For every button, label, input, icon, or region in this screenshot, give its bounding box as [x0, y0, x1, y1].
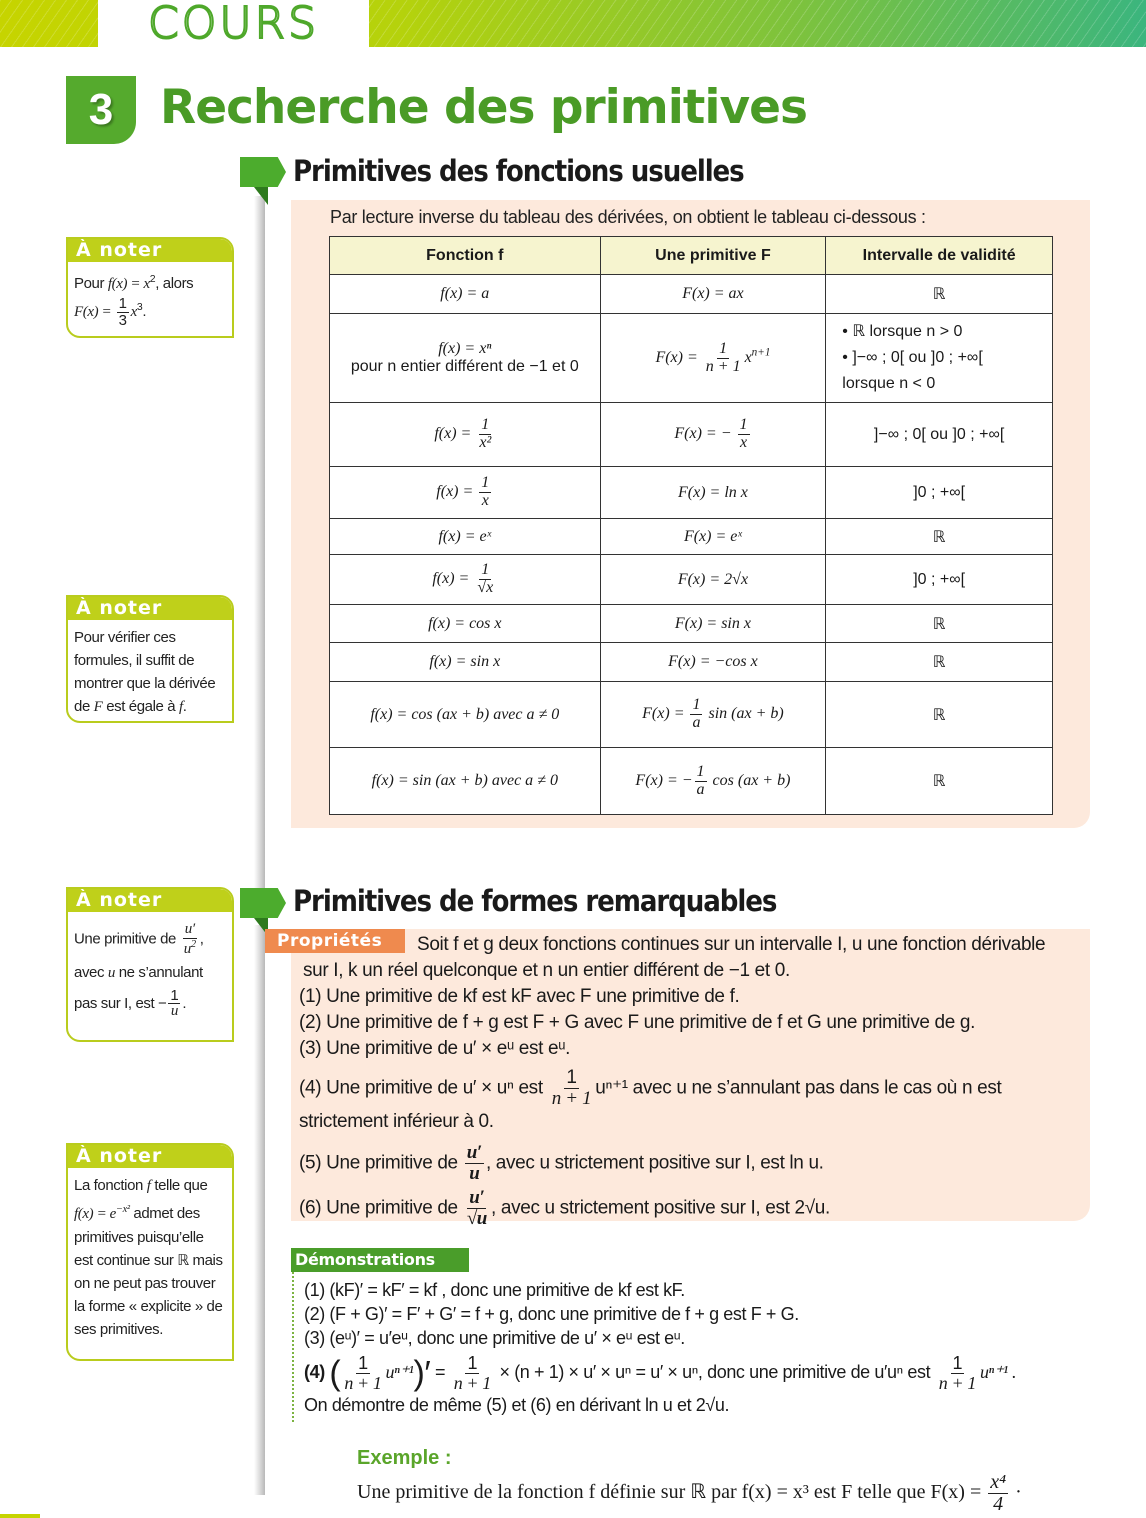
note-body — [68, 1168, 232, 1347]
frac-num: 1 — [952, 1353, 963, 1373]
frac-num: u′ — [184, 921, 195, 937]
example-end: · — [1010, 1481, 1022, 1504]
note-text: telle que — [150, 1177, 208, 1194]
property-text: , avec u strictement positive sur I, est 2√u. — [491, 1197, 830, 1219]
frac-den: √x — [477, 579, 494, 596]
table-row — [330, 403, 1053, 467]
cell-F: F(x) = eˣ — [600, 519, 826, 555]
note-text: . — [182, 698, 187, 715]
cell-I: ℝ — [826, 275, 1053, 314]
note-text: − — [158, 994, 167, 1012]
subsection-title: Primitives de formes remarquables — [293, 884, 777, 918]
note-math: f — [146, 1178, 151, 1194]
note-math: x — [130, 304, 137, 321]
note-math: f(x) = x — [107, 276, 150, 292]
frac-den: n + 1 — [938, 1372, 976, 1393]
note-text: . — [142, 303, 147, 321]
demo-item: (4) ( $\frac{1}{n + 1}$ uⁿ⁺¹)′ = $\frac{1}{n + 1}$ × (n + 1) × u′ × uⁿ = u′ × uⁿ, donc une primitive de u′uⁿ est $\frac{1}{n + 1}$ uⁿ⁺¹ . — [304, 1353, 1017, 1393]
note-body — [68, 262, 232, 335]
f-prefix: f(x) = — [436, 483, 478, 501]
frac-den: n + 1 — [344, 1372, 382, 1393]
frac-sup: 2 — [190, 938, 196, 950]
table-row — [330, 643, 1053, 682]
note-sup: 3 — [136, 301, 143, 314]
cell-f — [330, 555, 601, 605]
cell-I: ℝ — [826, 605, 1053, 643]
note-math: f — [178, 699, 183, 715]
demo-text: × (n + 1) × u′ × uⁿ = u′ × uⁿ, donc une primitive de u′uⁿ est — [494, 1362, 935, 1383]
table-intro: Par lecture inverse du tableau des dérivées, on obtient le tableau ci-dessous : — [330, 207, 926, 227]
cell-f: f(x) = cos x — [330, 605, 601, 643]
frac-num: u′ — [469, 1186, 485, 1208]
subsection-title: Primitives des fonctions usuelles — [293, 154, 744, 188]
cell-I-line: • ℝ lorsque n > 0 — [842, 323, 963, 340]
demo-math: uⁿ⁺¹ — [385, 1362, 414, 1383]
cell-F — [600, 314, 826, 403]
F-prefix: F(x) = − — [635, 771, 693, 789]
header-banner — [0, 0, 1146, 47]
cell-I: ]0 ; +∞[ — [826, 467, 1053, 519]
note-box — [66, 237, 234, 338]
frac-num: 1 — [692, 696, 701, 714]
note-box — [66, 887, 234, 1042]
properties-tag: Propriétés — [265, 929, 405, 953]
note-sup: 2 — [149, 273, 156, 285]
header-intervalle: Intervalle de validité — [826, 237, 1053, 275]
property-item: (3) Une primitive de u′ × eᵘ est eᵘ. — [299, 1038, 571, 1059]
cell-F — [600, 682, 826, 748]
note-title: À noter — [68, 239, 232, 262]
note-title: À noter — [68, 1145, 232, 1168]
property-item — [299, 1188, 1089, 1229]
dotted-rule — [292, 1272, 294, 1422]
frac-num: 1 — [170, 986, 179, 1004]
cell-f: f(x) = sin (ax + b) avec a ≠ 0 — [330, 748, 601, 815]
frac-den: a — [692, 714, 701, 731]
demo-text: = — [430, 1362, 450, 1383]
property-text: , avec u strictement positive sur I, est ln u. — [485, 1152, 824, 1174]
note-title: À noter — [68, 889, 232, 912]
F-prefix: F(x) = − — [674, 425, 736, 443]
frac-den: u — [170, 1003, 178, 1020]
demo-item: On démontre de même (5) et (6) en dérivant ln u et 2√u. — [304, 1394, 730, 1415]
f-prefix: f(x) = — [434, 425, 476, 443]
table-row — [330, 605, 1053, 643]
frac-num: 1 — [739, 416, 748, 434]
section-number: 3 — [66, 76, 136, 144]
header-primitive: Une primitive F — [600, 237, 826, 275]
note-text: Pour vérifier ces formules, il suffit de montrer que la dérivée de — [74, 629, 216, 715]
cell-I — [826, 314, 1053, 403]
frac-num: x⁴ — [990, 1471, 1007, 1493]
corner-mark — [0, 1514, 40, 1518]
banner-label-box — [98, 0, 369, 47]
note-body — [68, 620, 232, 723]
note-box — [66, 1143, 234, 1361]
table-row — [330, 467, 1053, 519]
cell-F: F(x) = ax — [600, 275, 826, 314]
table-row — [330, 519, 1053, 555]
frac-den: x — [481, 492, 489, 509]
banner-label: COURS — [147, 0, 320, 49]
example-title: Exemple : — [357, 1447, 452, 1469]
frac-num: 1 — [719, 339, 728, 357]
note-title: À noter — [68, 597, 232, 620]
F-prefix: F(x) = — [642, 705, 689, 723]
F-post: x — [744, 348, 752, 366]
frac-den: 4 — [993, 1493, 1004, 1515]
demonstrations-text — [304, 1278, 1084, 1417]
demo-item: (2) (F + G)′ = F′ + G′ = f + g, donc une primitive de f + g est F + G. — [304, 1304, 799, 1324]
cell-f: f(x) = sin x — [330, 643, 601, 682]
vertical-rule — [254, 196, 265, 896]
demo-label: (4) — [304, 1362, 325, 1383]
cell-f-formula: f(x) = xⁿ — [438, 340, 492, 357]
property-item — [299, 1068, 1089, 1109]
note-text: admet des primitives puisqu’elle est continue sur ℝ mais on ne peut pas trouver la forme « explicite » de ses primitives. — [74, 1205, 223, 1338]
frac-den: u — [469, 1162, 480, 1184]
cell-f: f(x) = eˣ — [330, 519, 601, 555]
table-row — [330, 555, 1053, 605]
cell-f — [330, 314, 601, 403]
property-text: uⁿ⁺¹ avec u ne s’annulant pas dans le cas où n est — [595, 1077, 1002, 1099]
cell-I-line: lorsque n < 0 — [842, 375, 936, 392]
table-row — [330, 275, 1053, 314]
frac-den: √u — [466, 1207, 488, 1229]
f-prefix: f(x) = — [432, 570, 474, 588]
cell-f — [330, 403, 601, 467]
property-item — [299, 1143, 1089, 1184]
example-text — [357, 1472, 1022, 1515]
demo-item: (3) (eᵘ)′ = u′eᵘ, donc une primitive de u′ × eᵘ est eᵘ. — [304, 1328, 685, 1348]
property-text: (6) Une primitive de — [299, 1197, 463, 1219]
F-post: sin (ax + b) — [704, 705, 784, 723]
property-text: (5) Une primitive de — [299, 1152, 463, 1174]
frac-num: 1 — [481, 416, 490, 434]
F-post: cos (ax + b) — [708, 771, 791, 789]
example-body: Une primitive de la fonction f définie sur ℝ par f(x) = x³ est F telle que F(x) = — [357, 1481, 987, 1504]
frac-den: u — [183, 940, 191, 957]
frac-den: n + 1 — [453, 1372, 491, 1393]
cell-F: F(x) = −cos x — [600, 643, 826, 682]
flag-icon — [240, 157, 286, 187]
frac-den: x² — [479, 434, 492, 451]
cell-I: ]−∞ ; 0[ ou ]0 ; +∞[ — [826, 403, 1053, 467]
cell-f: f(x) = a — [330, 275, 601, 314]
cell-f-note: pour n entier différent de −1 et 0 — [350, 358, 579, 375]
vertical-rule — [254, 925, 265, 1495]
property-item: strictement inférieur à 0. — [299, 1110, 494, 1132]
note-text: Pour — [74, 275, 108, 292]
table-header-row — [330, 237, 1053, 275]
cell-I: ℝ — [826, 682, 1053, 748]
frac-num: 1 — [358, 1353, 368, 1373]
frac-den: a — [696, 780, 705, 798]
note-text: . — [182, 994, 187, 1012]
cell-F: F(x) = sin x — [600, 605, 826, 643]
table-row — [330, 682, 1053, 748]
cell-f — [330, 467, 601, 519]
property-item: (1) Une primitive de kf est kF avec F une primitive de f. — [299, 986, 740, 1007]
cell-F: F(x) = 2√x — [600, 555, 826, 605]
F-sup: n+1 — [751, 346, 771, 359]
property-text: (4) Une primitive de u′ × uⁿ est — [299, 1077, 548, 1099]
note-text: , — [199, 930, 204, 948]
frac-num: 1 — [481, 561, 490, 579]
cell-I: ℝ — [826, 748, 1053, 815]
frac-num: 1 — [118, 295, 127, 312]
frac-num: 1 — [696, 762, 705, 780]
properties-text — [299, 932, 1089, 1229]
frac-num: 1 — [566, 1067, 577, 1088]
note-text: Une primitive de — [74, 930, 180, 948]
table-row — [330, 748, 1053, 815]
note-text: La fonction — [74, 1177, 147, 1194]
primitives-table — [329, 236, 1053, 815]
note-math: F — [93, 699, 103, 715]
cell-I-line: • ]−∞ ; 0[ ou ]0 ; +∞[ — [842, 349, 983, 366]
header-fonction: Fonction f — [330, 237, 601, 275]
F-prefix: F(x) = — [655, 348, 702, 366]
frac-den: 3 — [118, 311, 127, 329]
frac-den: n + 1 — [705, 357, 741, 375]
note-sup: −x² — [115, 1204, 130, 1215]
flag-icon — [240, 888, 286, 918]
note-text: est égale à — [102, 698, 179, 715]
note-math: u — [107, 964, 115, 981]
note-math: f(x) = e — [74, 1206, 116, 1222]
table-row — [330, 314, 1053, 403]
frac-num: u′ — [466, 1141, 482, 1163]
cell-F — [600, 748, 826, 815]
cell-F: F(x) = ln x — [600, 467, 826, 519]
note-math: F(x) = — [74, 304, 115, 321]
note-text: ne s’annulant pas sur I, est — [74, 963, 203, 1012]
properties-intro: sur I, k un réel quelconque et n un entier différent de −1 et 0. — [303, 960, 790, 981]
demo-item: (1) (kF)′ = kF′ = kf , donc une primitive de kf est kF. — [304, 1280, 685, 1300]
note-text: avec — [74, 963, 108, 981]
note-box — [66, 595, 234, 723]
frac-den: n + 1 — [551, 1087, 592, 1109]
cell-I: ℝ — [826, 519, 1053, 555]
properties-intro: Soit f et g deux fonctions continues sur un intervalle I, u une fonction dérivable — [417, 934, 1046, 955]
frac-num: 1 — [467, 1353, 478, 1373]
section-title: Recherche des primitives — [160, 80, 807, 135]
cell-F — [600, 403, 826, 467]
note-body — [68, 912, 232, 1026]
demonstrations-tag: Démonstrations — [291, 1248, 469, 1272]
cell-I: ℝ — [826, 643, 1053, 682]
frac-num: 1 — [481, 474, 490, 492]
property-item: (2) Une primitive de f + g est F + G avec F une primitive de f et G une primitive de g. — [299, 1012, 976, 1033]
note-text: , alors — [155, 275, 194, 292]
cell-f: f(x) = cos (ax + b) avec a ≠ 0 — [330, 682, 601, 748]
frac-den: x — [739, 434, 748, 451]
demo-math: uⁿ⁺¹ . — [979, 1362, 1017, 1383]
cell-I: ]0 ; +∞[ — [826, 555, 1053, 605]
